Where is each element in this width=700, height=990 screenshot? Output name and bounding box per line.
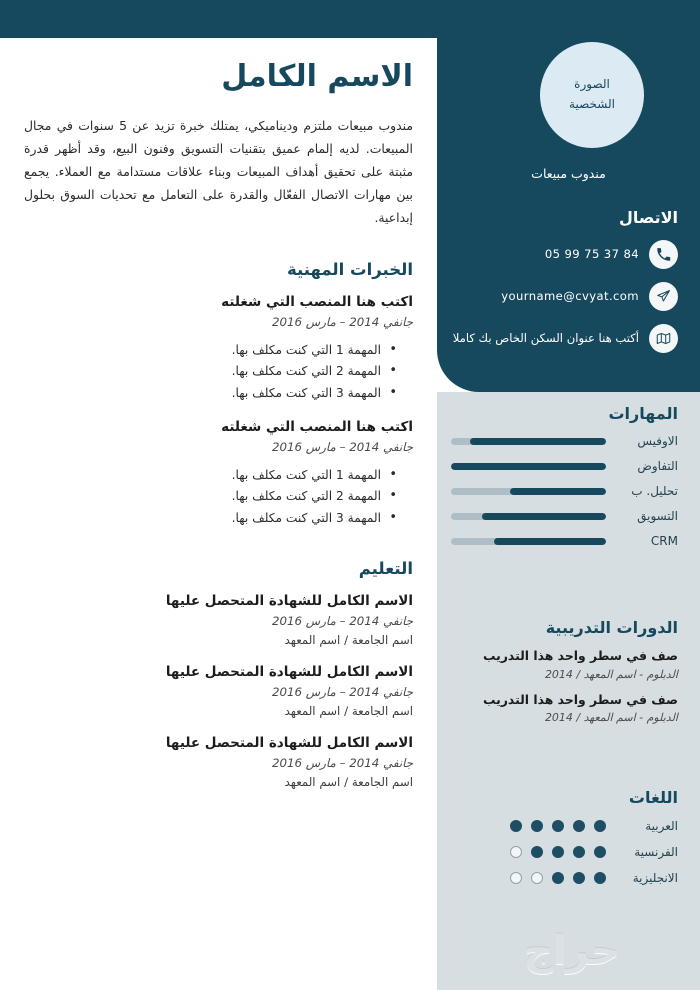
language-row: [451, 845, 678, 859]
skill-bar-fill: [482, 513, 606, 520]
level-dot-filled: [594, 846, 606, 858]
skill-label: التسويق: [637, 509, 678, 523]
skill-label: CRM: [650, 534, 678, 548]
skill-bar-fill: [451, 463, 606, 470]
skill-bar: [451, 463, 606, 470]
language-level-dots: [451, 846, 606, 858]
education-institution: اسم الجامعة / اسم المعهد: [284, 704, 413, 719]
level-dot-empty: [510, 846, 522, 858]
level-dot-filled: [594, 820, 606, 832]
course-entry: [451, 692, 678, 725]
language-label: الانجليزية: [632, 871, 678, 885]
list-item: • المهمة 1 التي كنت مكلف بها.: [24, 465, 397, 486]
level-dot-filled: [531, 820, 543, 832]
contact-address-value: أكتب هنا عنوان السكن الخاص بك كاملا: [452, 331, 639, 346]
sidebar-column: [437, 0, 700, 990]
page-title: الاسم الكامل: [221, 59, 413, 94]
level-dot-filled: [531, 846, 543, 858]
main-column: [0, 38, 437, 990]
skill-row: [451, 459, 678, 473]
experience-entry: [24, 293, 413, 404]
phone-icon: [649, 240, 678, 269]
level-dot-filled: [552, 846, 564, 858]
level-dot-empty: [531, 872, 543, 884]
education-degree: الاسم الكامل للشهادة المتحصل عليها: [165, 664, 413, 681]
level-dot-filled: [594, 872, 606, 884]
list-item: • المهمة 3 التي كنت مكلف بها.: [24, 508, 397, 529]
paper-plane-icon: [649, 282, 678, 311]
skill-row: [451, 534, 678, 548]
language-level-dots: [451, 872, 606, 884]
experience-dates: جانفي 2014 – مارس 2016: [272, 440, 413, 455]
section-title-experience: الخبرات المهنية: [286, 259, 413, 279]
skill-row: [451, 509, 678, 523]
course-title: صف في سطر واحد هذا التدريب: [483, 691, 678, 707]
level-dot-filled: [552, 820, 564, 832]
skill-bar: [451, 513, 606, 520]
skill-label: الاوفيس: [637, 434, 678, 448]
skill-row: [451, 434, 678, 448]
experience-task-list: [24, 340, 397, 404]
skill-label: تحليل. ب: [631, 484, 678, 498]
contact-row-email: [449, 282, 678, 311]
level-dot-filled: [573, 846, 585, 858]
contact-row-address: [449, 324, 678, 353]
map-icon: [649, 324, 678, 353]
professional-summary: مندوب مبيعات ملتزم وديناميكي، يمتلك خبرة تزيد عن 5 سنوات في مجال المبيعات. لديه إلمام عميق بتقنيات التسويق وفنون البيع، وقد أظهر قدرة مثبتة على تحقيق أهداف المبيعات وبناء علاقات مستدامة مع العملاء. يجمع بين مهارات الاتصال الفعّال والقدرة على التعامل مع تحديات السوق بحلول إبداعية.: [24, 118, 414, 225]
avatar-label-line2: الشخصية: [569, 97, 615, 111]
language-label: العربية: [645, 819, 678, 833]
education-entry: [24, 663, 413, 720]
contact-row-phone: [449, 240, 678, 269]
section-title-education: التعليم: [358, 559, 413, 579]
contact-section: [437, 208, 700, 353]
section-title-courses: الدورات التدريبية: [545, 618, 678, 637]
level-dot-filled: [510, 820, 522, 832]
education-dates: جانفي 2014 – مارس 2016: [272, 614, 413, 629]
education-dates: جانفي 2014 – مارس 2016: [272, 685, 413, 700]
contact-email-value: yourname@cvyat.com: [501, 289, 639, 304]
education-degree: الاسم الكامل للشهادة المتحصل عليها: [165, 735, 413, 752]
skills-section: [437, 404, 700, 548]
section-title-skills: المهارات: [608, 404, 678, 423]
experience-job-title: اكتب هنا المنصب التي شغلته: [221, 293, 413, 310]
experience-dates: جانفي 2014 – مارس 2016: [272, 314, 413, 329]
avatar: [540, 42, 644, 148]
level-dot-filled: [552, 872, 564, 884]
skill-label: التفاوض: [637, 459, 678, 473]
education-entry: [24, 734, 413, 791]
course-entry: [451, 648, 678, 681]
course-title: صف في سطر واحد هذا التدريب: [483, 648, 678, 663]
education-dates: جانفي 2014 – مارس 2016: [272, 756, 413, 771]
list-item: • المهمة 2 التي كنت مكلف بها.: [24, 486, 397, 507]
experience-entry: [24, 418, 413, 529]
list-item: • المهمة 3 التي كنت مكلف بها.: [24, 383, 397, 404]
experience-task-list: [24, 465, 397, 529]
skill-bar: [451, 488, 606, 495]
avatar-placeholder: [540, 42, 644, 148]
section-title-contact: الاتصال: [618, 208, 678, 227]
avatar-label-line1: الصورة: [574, 77, 610, 92]
education-institution: اسم الجامعة / اسم المعهد: [284, 775, 413, 790]
list-item: • المهمة 2 التي كنت مكلف بها.: [24, 361, 397, 382]
education-institution: اسم الجامعة / اسم المعهد: [284, 633, 413, 648]
language-row: [451, 871, 678, 885]
course-meta: الدبلوم - اسم المعهد / 2014: [544, 667, 678, 681]
course-meta: الدبلوم - اسم المعهد / 2014: [544, 711, 678, 725]
site-watermark: حراج: [523, 928, 621, 974]
skill-bar: [451, 438, 606, 445]
skill-bar-fill: [510, 488, 606, 495]
section-title-languages: اللغات: [628, 788, 678, 807]
education-degree: الاسم الكامل للشهادة المتحصل عليها: [165, 593, 413, 610]
job-title: مندوب مبيعات: [531, 166, 606, 181]
experience-job-title: اكتب هنا المنصب التي شغلته: [221, 418, 413, 435]
languages-section: [437, 788, 700, 885]
skill-bar-fill: [494, 538, 606, 545]
skill-bar-fill: [470, 438, 606, 445]
contact-phone-value: 05 99 75 37 84: [544, 247, 639, 262]
education-entry: [24, 592, 413, 649]
level-dot-empty: [510, 872, 522, 884]
language-label: الفرنسية: [634, 845, 678, 859]
language-level-dots: [451, 820, 606, 832]
list-item: • المهمة 1 التي كنت مكلف بها.: [24, 340, 397, 361]
level-dot-filled: [573, 872, 585, 884]
courses-section: [437, 618, 700, 724]
language-row: [451, 819, 678, 833]
skill-row: [451, 484, 678, 498]
skill-bar: [451, 538, 606, 545]
level-dot-filled: [573, 820, 585, 832]
